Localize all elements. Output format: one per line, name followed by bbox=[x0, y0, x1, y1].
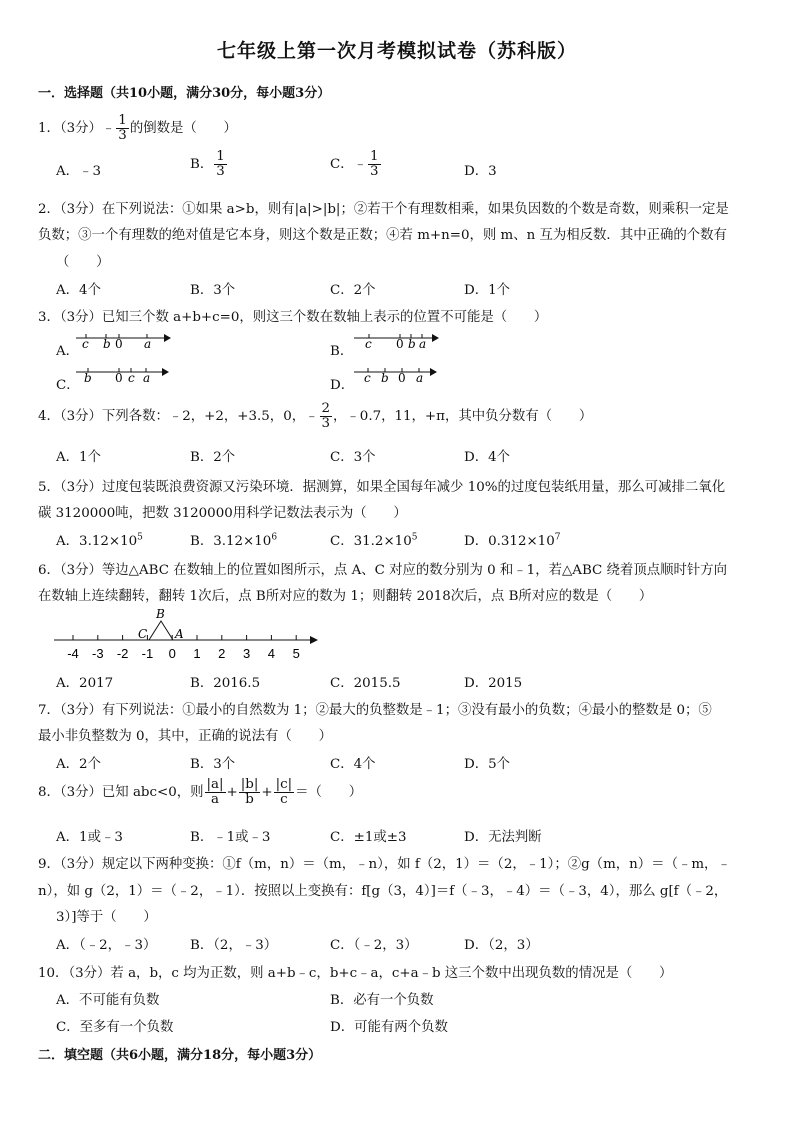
question-2-line-1: 2．（3分）在下列说法：①如果 a>b，则有|a|>|b|；②若干个有理数相乘，如果负因数的个数是奇数，则乘积一定是 bbox=[38, 202, 729, 217]
question-9-line-3: 3）]等于（ ） bbox=[56, 910, 157, 925]
tick-label: -1 bbox=[141, 646, 154, 661]
question-10: 10．（3分）若 a，b，c 均为正数，则 a+b﹣c，b+c﹣a，c+a﹣b 这三个数中出现负数的情况是（ ） bbox=[38, 966, 673, 981]
q8-option-c: C．±1或±3 bbox=[330, 830, 407, 845]
question-9-line-2: n），如 g（2，1）＝（﹣2，﹣1）．按照以上变换有：f[g（3，4）]＝f（﹣3，﹣4）＝（﹣3，4），那么 g[f（﹣2， bbox=[38, 884, 728, 899]
label-b: b bbox=[381, 371, 389, 385]
question-7-line-1: 7．（3分）有下列说法：①最小的自然数为 1；②最大的负整数是﹣1；③没有最小的负数；④最小的整数是 0；⑤ bbox=[38, 703, 712, 718]
label-zero: 0 bbox=[396, 337, 404, 351]
tick-label: 5 bbox=[292, 646, 300, 661]
page-title: 七年级上第一次月考模拟试卷（苏科版） bbox=[216, 40, 577, 62]
q10-option-d: D．可能有两个负数 bbox=[330, 1020, 448, 1035]
q3-number-line-a bbox=[74, 330, 174, 352]
question-5-line-2: 碳 3120000吨，把数 3120000用科学记数法表示为（ ） bbox=[38, 506, 407, 521]
question-4: 4．（3分）下列各数：﹣2，+2，+3.5，0，﹣ $\frac{2}{3}$ ，﹣0.7，11，+π，其中负分数有（ ） bbox=[38, 401, 593, 432]
label-c: c bbox=[365, 337, 372, 351]
q5-option-b: B．$3.12\times 10^6$ bbox=[190, 532, 278, 549]
tick-label: -3 bbox=[92, 646, 104, 661]
question-9-line-1: 9．（3分）规定以下两种变换：①f（m，n）＝（m，﹣n），如 f（2，1）＝（2，﹣1）；②g（m，n）＝（﹣m，﹣ bbox=[38, 857, 731, 872]
label-a: a bbox=[416, 371, 424, 385]
tick-label: 1 bbox=[193, 646, 201, 661]
tick-label: 0 bbox=[168, 646, 176, 661]
q8-option-a: A．1或﹣3 bbox=[56, 830, 123, 845]
question-1: 1．（3分）﹣ $\frac{1}{3}$ 的倒数是（ ） bbox=[38, 113, 237, 144]
q3-option-b: B． bbox=[330, 344, 354, 359]
tick-label: -2 bbox=[116, 646, 129, 661]
q1-option-d: D．3 bbox=[464, 164, 497, 179]
label-a: a bbox=[144, 337, 152, 351]
q9-option-b: B．（2，﹣3） bbox=[190, 938, 278, 953]
q1-option-b: B． $\frac{1}{3}$ bbox=[190, 149, 225, 180]
q7-option-b: B．3个 bbox=[190, 757, 236, 772]
label-zero: 0 bbox=[398, 371, 406, 385]
q7-option-a: A．2个 bbox=[56, 757, 101, 772]
q8-option-d: D．无法判断 bbox=[464, 830, 542, 845]
question-6-line-1: 6．（3分）等边△ABC 在数轴上的位置如图所示，点 A、C 对应的数分别为 0 和﹣1，若△ABC 绕着顶点顺时针方向 bbox=[38, 563, 728, 578]
q6-option-a: A．2017 bbox=[56, 676, 114, 691]
question-8: 8．（3分）已知 abc<0，则 $\frac{|a|}{a}$ + $\frac{|b|}{b}$ + $\frac{|c|}{c}$ ＝（ ） bbox=[38, 777, 363, 808]
label-b: b bbox=[103, 337, 111, 351]
q6-option-d: D．2015 bbox=[464, 676, 523, 691]
q6-option-c: C．2015.5 bbox=[330, 676, 401, 691]
q3-option-a: A． bbox=[56, 344, 80, 359]
label-b: b bbox=[84, 371, 92, 385]
label-zero: 0 bbox=[115, 337, 123, 351]
section-heading-fill: 二．填空题（共6小题，满分18分，每小题3分） bbox=[38, 1048, 322, 1063]
q9-option-c: C．（﹣2，3） bbox=[330, 938, 418, 953]
q4-option-c: C．3个 bbox=[330, 450, 376, 465]
q7-option-c: C．4个 bbox=[330, 757, 376, 772]
label-c: c bbox=[364, 371, 371, 385]
tick-label: 3 bbox=[242, 646, 251, 661]
q7-option-d: D．5个 bbox=[464, 757, 511, 772]
q6-number-line bbox=[52, 606, 324, 664]
q10-option-a: A．不可能有负数 bbox=[56, 993, 160, 1008]
label-a: a bbox=[419, 337, 427, 351]
q4-option-b: B．2个 bbox=[190, 450, 236, 465]
q9-option-d: D．（2，3） bbox=[464, 938, 539, 953]
q5-option-a: A．$3.12\times 10^5$ bbox=[56, 532, 143, 549]
q10-option-b: B．必有一个负数 bbox=[330, 993, 434, 1008]
q8-option-b: B．﹣1或﹣3 bbox=[190, 830, 271, 845]
q4-option-a: A．1个 bbox=[56, 450, 101, 465]
q9-option-a: A．（﹣2，﹣3） bbox=[56, 938, 157, 953]
q3-number-line-d bbox=[352, 364, 444, 386]
q2-option-b: B．3个 bbox=[190, 283, 236, 298]
q3-number-line-c bbox=[74, 364, 174, 386]
tick-label: 4 bbox=[267, 646, 276, 661]
q2-option-a: A．4个 bbox=[56, 283, 101, 298]
q5-option-d: D．$0.312\times 10^7$ bbox=[464, 532, 561, 549]
question-7-line-2: 最小非负整数为 0，其中，正确的说法有（ ） bbox=[38, 729, 332, 744]
question-6-line-2: 在数轴上连续翻转，翻转 1次后，点 B所对应的数为 1；则翻转 2018次后，点 B所对应的数是（ ） bbox=[38, 589, 653, 604]
q3-option-c: C． bbox=[56, 378, 80, 393]
tick-label: -4 bbox=[67, 646, 79, 661]
point-b: B bbox=[156, 607, 165, 621]
q3-option-d: D． bbox=[330, 378, 355, 393]
fraction: $\frac{1}{3}$ bbox=[118, 113, 127, 144]
q3-number-line-b bbox=[352, 330, 444, 352]
q2-option-c: C．2个 bbox=[330, 283, 376, 298]
q4-option-d: D．4个 bbox=[464, 450, 511, 465]
question-2-line-2: 负数；③一个有理数的绝对值是它本身，则这个数是正数；④若 m+n=0，则 m、n 互为相反数．其中正确的个数有 bbox=[38, 228, 727, 243]
q10-option-c: C．至多有一个负数 bbox=[56, 1020, 174, 1035]
q2-option-d: D．1个 bbox=[464, 283, 511, 298]
question-5-line-1: 5．（3分）过度包装既浪费资源又污染环境．据测算，如果全国每年减少 10%的过度包装纸用量，那么可减排二氧化 bbox=[38, 480, 726, 495]
label-b: b bbox=[408, 337, 416, 351]
tick-label: 2 bbox=[218, 646, 226, 661]
question-3: 3．（3分）已知三个数 a+b+c=0，则这三个数在数轴上表示的位置不可能是（ ） bbox=[38, 310, 548, 325]
section-heading-choice: 一．选择题（共10小题，满分30分，每小题3分） bbox=[38, 86, 331, 101]
label-c: c bbox=[82, 337, 89, 351]
label-a: a bbox=[143, 371, 151, 385]
label-c: c bbox=[128, 371, 135, 385]
point-a: A bbox=[175, 627, 184, 641]
question-2-line-3: （ ） bbox=[56, 255, 110, 270]
q1-option-c: C．﹣ $\frac{1}{3}$ bbox=[330, 149, 379, 180]
point-c: C bbox=[138, 627, 148, 641]
q1-option-a: A．﹣3 bbox=[56, 164, 101, 179]
q5-option-c: C．$31.2\times 10^5$ bbox=[330, 532, 418, 549]
q6-option-b: B．2016.5 bbox=[190, 676, 261, 691]
label-zero: 0 bbox=[115, 371, 123, 385]
